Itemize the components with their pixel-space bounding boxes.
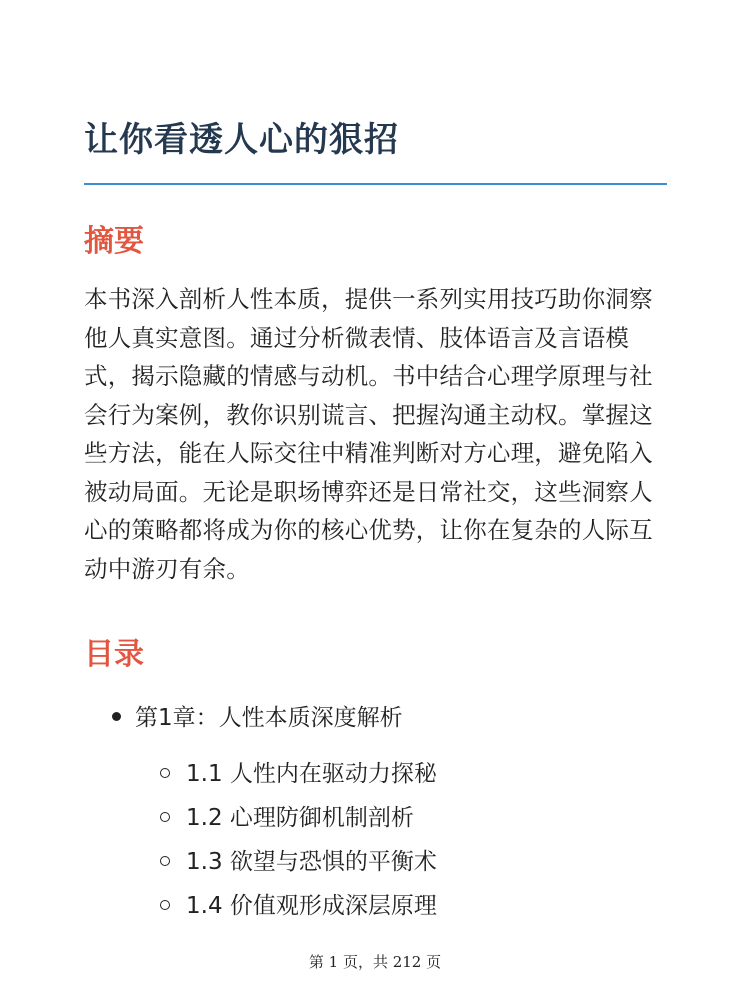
toc-section-label: 1.1 人性内在驱动力探秘 xyxy=(186,761,437,787)
page-number-footer: 第 1 页，共 212 页 xyxy=(308,953,442,971)
toc-section-label: 1.2 心理防御机制剖析 xyxy=(186,805,414,831)
toc-section-item[interactable] xyxy=(160,844,437,880)
bullet-circle-icon xyxy=(160,812,170,822)
toc-section-item[interactable] xyxy=(160,888,437,924)
title-divider xyxy=(84,183,667,185)
toc-chapter-label: 第1章：人性本质深度解析 xyxy=(135,705,403,731)
bullet-circle-icon xyxy=(160,768,170,778)
bullet-circle-icon xyxy=(160,856,170,866)
toc-section-item[interactable] xyxy=(160,800,414,836)
document-title: 让你看透人心的狠招 xyxy=(84,120,399,160)
bullet-circle-icon xyxy=(160,900,170,910)
bullet-disc-icon xyxy=(112,712,121,721)
toc-section-item[interactable] xyxy=(160,756,437,792)
abstract-text: 本书深入剖析人性本质，提供一系列实用技巧助你洞察他人真实意图。通过分析微表情、肢体语言及言语模式，揭示隐藏的情感与动机。书中结合心理学原理与社会行为案例，教你识别谎言、把握沟通主动权。掌握这些方法，能在人际交往中精准判断对方心理，避免陷入被动局面。无论是职场博弈还是日常社交，这些洞察人心的策略都将成为你的核心优势，让你在复杂的人际互动中游刃有余。 xyxy=(84,285,653,583)
toc-section-label: 1.4 价值观形成深层原理 xyxy=(186,893,437,919)
toc-heading: 目录 xyxy=(84,637,144,672)
abstract-heading: 摘要 xyxy=(84,224,144,259)
toc-section-label: 1.3 欲望与恐惧的平衡术 xyxy=(186,849,437,875)
toc-chapter-item[interactable] xyxy=(112,700,403,736)
